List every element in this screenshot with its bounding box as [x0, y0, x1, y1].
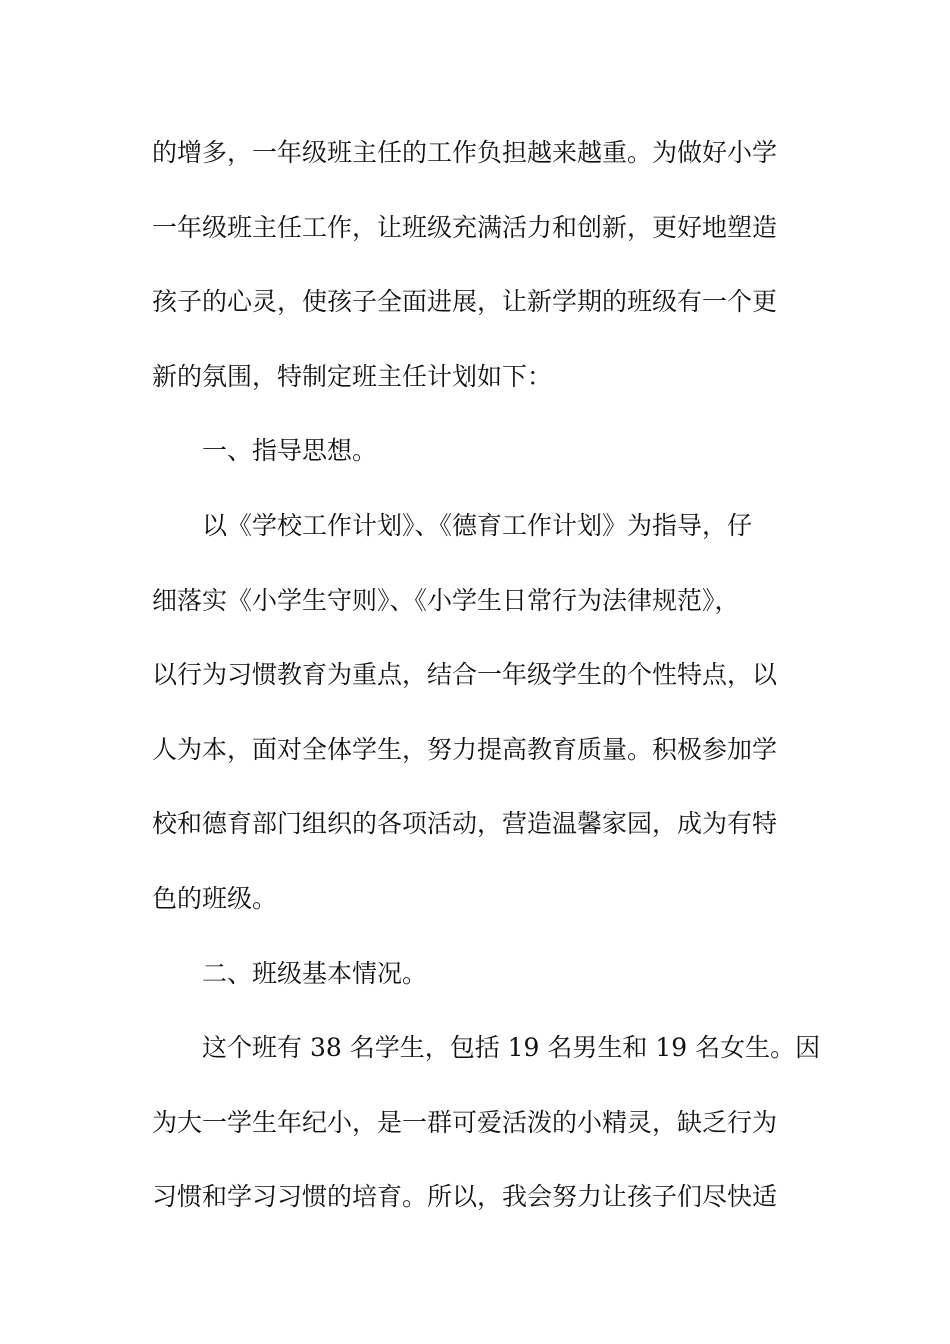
text-line: 的增多，一年级班主任的工作负担越来越重。为做好小学	[152, 138, 778, 167]
text-line: 为大一学生年纪小，是一群可爱活泼的小精灵，缺乏行为	[152, 1107, 778, 1137]
section-heading-1: 一、指导思想。	[202, 436, 378, 466]
text-line: 这个班有 38 名学生，包括 19 名男生和 19 名女生。因	[202, 1033, 821, 1063]
text-line: 孩子的心灵，使孩子全面进展，让新学期的班级有一个更	[152, 287, 778, 317]
text-line: 一年级班主任工作，让班级充满活力和创新，更好地塑造	[152, 212, 778, 242]
text-line: 人为本，面对全体学生，努力提高教育质量。积极参加学	[152, 734, 778, 764]
text-line: 以行为习惯教育为重点，结合一年级学生的个性特点，以	[152, 660, 778, 690]
body-text	[152, 128, 821, 1247]
text-line: 校和德育部门组织的各项活动，营造温馨家园，成为有特	[152, 809, 778, 839]
text-line: 以《学校工作计划》、《德育工作计划》为指导，仔	[202, 510, 753, 540]
text-line: 习惯和学习习惯的培育。所以，我会努力让孩子们尽快适	[152, 1182, 778, 1212]
text-line: 细落实《小学生守则》、《小学生日常行为法律规范》，	[152, 585, 740, 615]
section-heading-2: 二、班级基本情况。	[202, 958, 428, 988]
text-line: 新的氛围，特制定班主任计划如下：	[152, 361, 553, 391]
text-line: 色的班级。	[152, 883, 278, 913]
